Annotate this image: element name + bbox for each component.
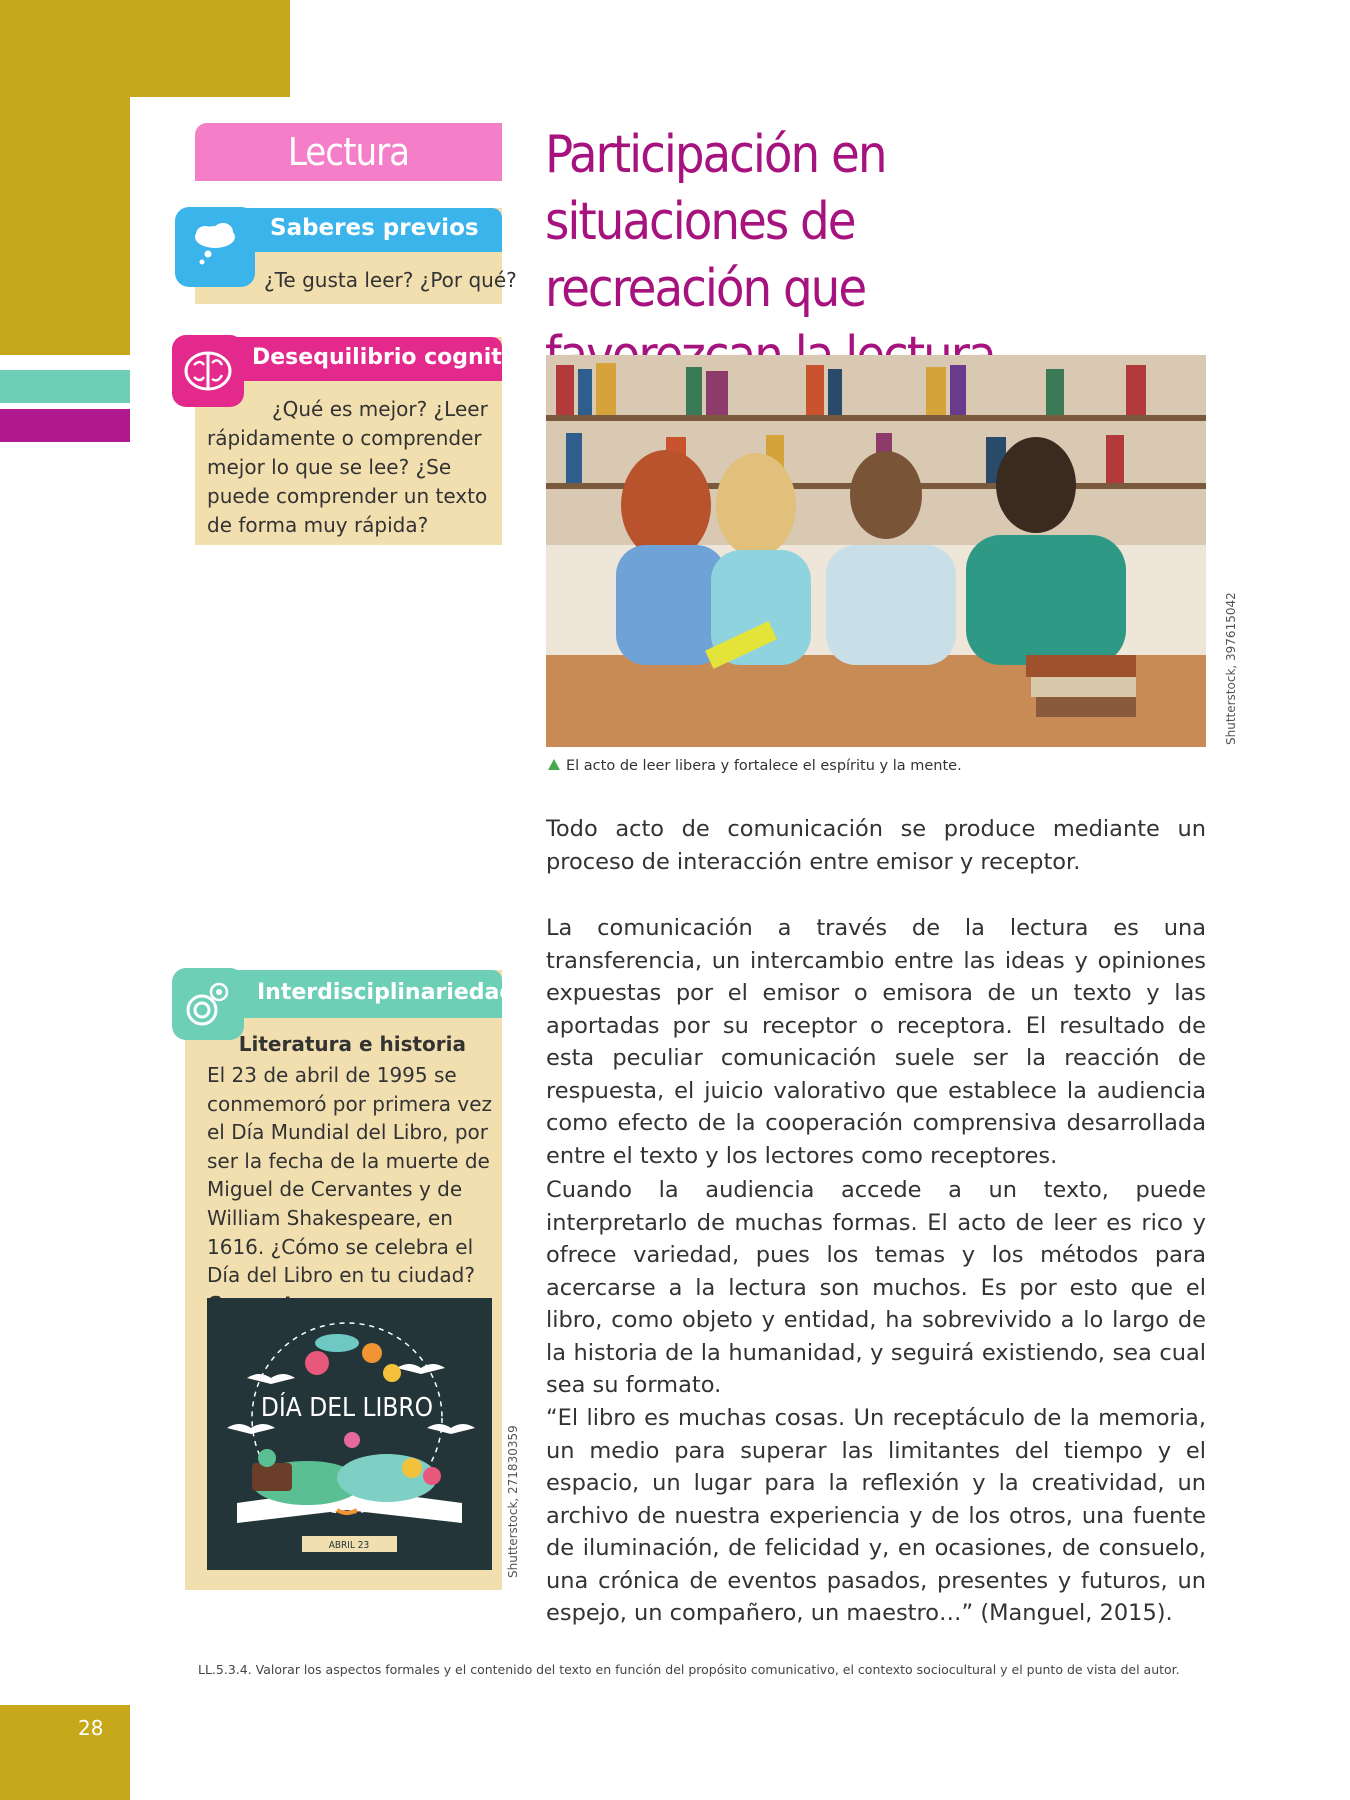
thought-cloud-icon: [175, 207, 255, 287]
photo-caption: [548, 758, 962, 774]
teal-stripe: [0, 370, 130, 403]
paragraph-1: Todo acto de comunicación se produce mediante un proceso de interacción entre emisor y receptor.: [546, 816, 1206, 875]
illustration-date: ABRIL 23: [328, 1540, 370, 1551]
paragraph-4: “El libro es muchas cosas. Un receptáculo de la memoria, un medio para superar las limitantes del tiempo y el espacio, un lugar para la reflexión y la creatividad, un archivo de nuestra experiencia y de los otros, una fuente de iluminación, de felicidad y, en ocasiones, de consuelo, una crónica de eventos pasados, presentes y futuros, un espejo, un compañero, un maestro…” (Manguel, 2015).: [546, 1405, 1206, 1626]
magenta-stripe: [0, 409, 130, 442]
desequilibrio-title: Desequilibrio cognitivo: [252, 345, 539, 370]
saberes-previos-title: Saberes previos: [270, 215, 479, 241]
photo-credit: Shutterstock, 397615042: [1224, 592, 1238, 745]
section-title: Lectura: [195, 123, 502, 181]
desequilibrio-text: ¿Qué es mejor? ¿Leer rápidamente o comprender mejor lo que se lee? ¿Se puede comprender un texto de forma muy rápida?: [207, 397, 488, 537]
illustration-title: DÍA DEL LIBRO: [260, 1393, 434, 1423]
illustration-credit: Shutterstock, 271830359: [506, 1425, 520, 1578]
paragraph-3: Cuando la audiencia accede a un texto, puede interpretarlo de muchas formas. El acto de leer es rico y ofrece variedad, pues los temas y los métodos para acercarse a la lectura son muchos. Es por esto que el libro, como objeto y entidad, ha sobrevivido a lo largo de la historia de la humanidad, y seguirá existiendo, sea cual sea su formato.: [546, 1177, 1206, 1398]
dia-del-libro-illustration: [207, 1298, 492, 1570]
concentric-circles-icon: [172, 968, 244, 1040]
saberes-previos-question: ¿Te gusta leer? ¿Por qué?: [264, 268, 517, 292]
interdisciplinariedad-subtitle: Literatura e historia: [238, 1032, 466, 1056]
interdisciplinariedad-title: Interdisciplinariedad: [257, 980, 516, 1005]
paragraph-2: La comunicación a través de la lectura es una transferencia, un intercambio entre las ideas y opiniones expuestas por el emisor o emisora de un texto y las aportadas por su receptor o receptora. El resultado de esta peculiar comunicación suele ser la reacción de respuesta, el juicio valorativo que establece la audiencia como efecto de la cooperación comprensiva desarrollada entre el texto y los lectores como receptores.: [546, 915, 1206, 1169]
footer-note: LL.5.3.4. Valorar los aspectos formales y el contenido del texto en función del propósito comunicativo, el contexto sociocultural y el punto de vista del autor.: [198, 1662, 1180, 1677]
interdisciplinariedad-text: [207, 1061, 497, 1318]
left-color-band: [0, 0, 130, 355]
triangle-bullet-icon: [548, 759, 560, 770]
students-reading-photo: [546, 355, 1206, 747]
photo-caption-text: El acto de leer libera y fortalece el espíritu y la mente.: [566, 758, 962, 774]
page-title: Participación en situaciones de recreación que: [545, 125, 886, 319]
page-number: 28: [78, 1716, 104, 1740]
interdisciplinariedad-body: El 23 de abril de 1995 se conmemoró por primera vez el Día Mundial del Libro, por ser la fecha de la muerte de Miguel de Cervantes y de William Shakespeare, en 1616. ¿Cómo se celebra el Día del Libro en tu ciudad?: [207, 1063, 493, 1288]
page-number-block: [0, 1705, 130, 1800]
